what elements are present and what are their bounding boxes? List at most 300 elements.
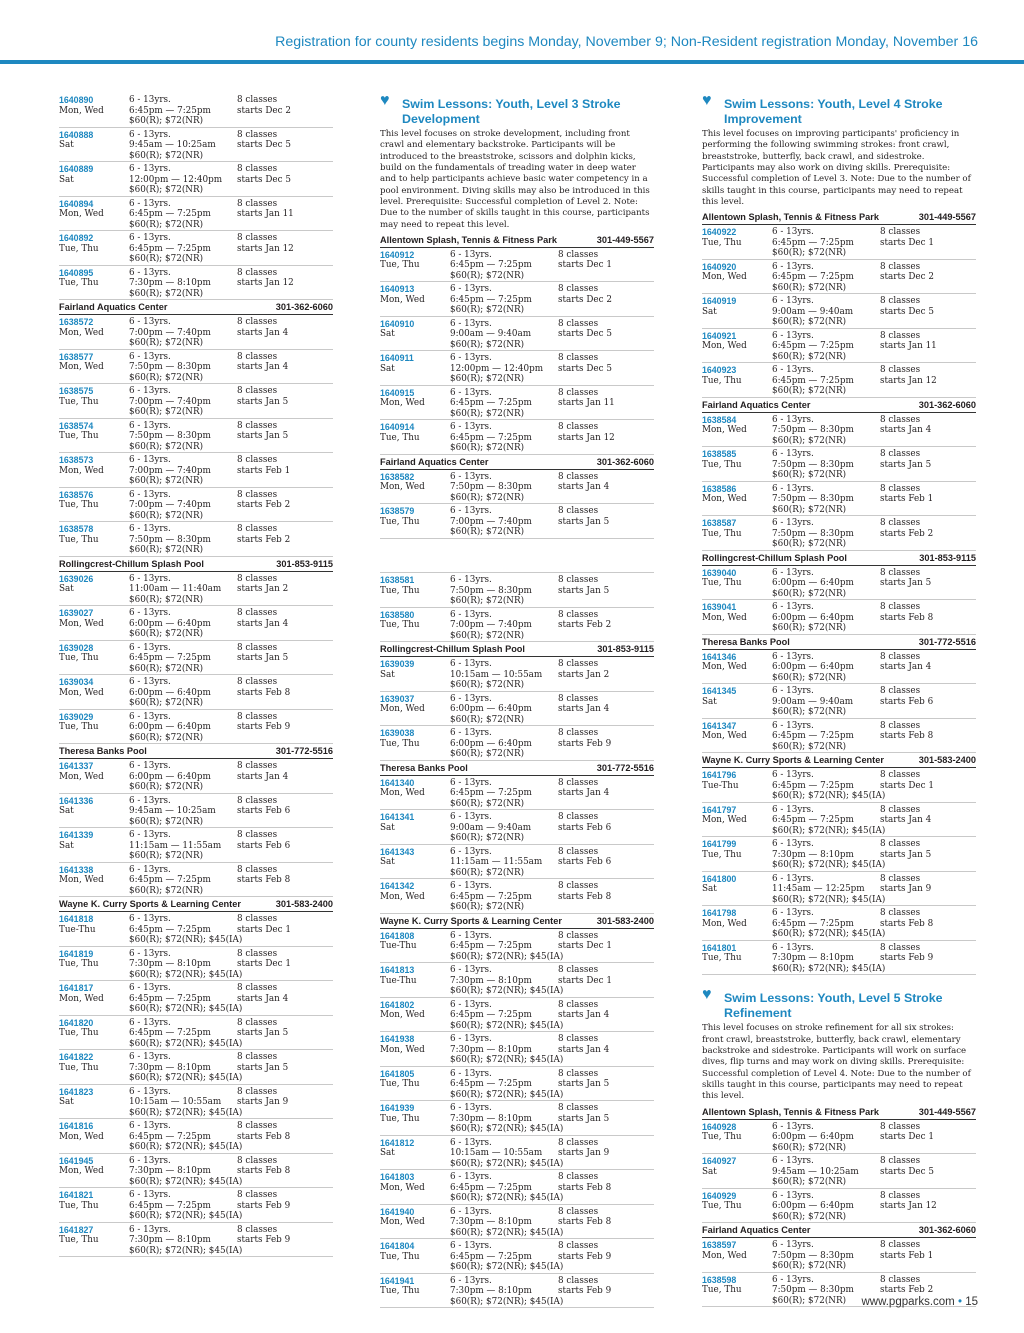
course-number[interactable]: 1641941 (380, 1275, 415, 1286)
footer-bullet: • (957, 1296, 962, 1308)
course-classes: 8 classes (880, 1121, 921, 1132)
course-price: $60(R); $72(NR); $45(IA) (129, 1004, 243, 1014)
course-number[interactable]: 1639034 (59, 677, 94, 687)
course-number[interactable]: 1640920 (702, 261, 737, 272)
course-classes: 8 classes (558, 249, 599, 260)
location-phone: 301-772-5516 (596, 762, 654, 773)
course-days: Tue, Thu (380, 1113, 420, 1124)
course-number[interactable]: 1641345 (702, 686, 737, 697)
course-row (59, 912, 333, 947)
course-number[interactable]: 1641821 (59, 1190, 94, 1200)
course-number[interactable]: 1641338 (59, 864, 94, 875)
course-start: starts Jan 5 (880, 849, 932, 860)
course-classes: 8 classes (237, 524, 278, 534)
course-price: $60(R); $72(NR) (772, 588, 847, 599)
location-phone: 301-362-6060 (918, 399, 976, 410)
course-age: 6 - 13yrs. (450, 471, 492, 482)
course-number[interactable]: 1641341 (380, 812, 415, 823)
course-time: 6:45pm — 7:25pm (772, 237, 854, 248)
course-time: 6:45pm — 7:25pm (129, 653, 211, 663)
course-number[interactable]: 1641940 (380, 1206, 415, 1217)
course-number[interactable]: 1639029 (59, 711, 94, 722)
course-start: starts Jan 9 (880, 884, 932, 895)
course-days: Sat (59, 140, 74, 150)
course-time: 7:50pm — 8:30pm (129, 431, 211, 441)
course-age: 6 - 13yrs. (450, 728, 492, 739)
course-classes: 8 classes (558, 728, 599, 739)
course-number[interactable]: 1641938 (380, 1034, 415, 1045)
course-age: 6 - 13yrs. (450, 930, 492, 941)
course-classes: 8 classes (237, 129, 278, 140)
course-start: starts Feb 9 (558, 1286, 612, 1297)
course-days: Tue-Thu (380, 941, 417, 952)
course-age: 6 - 13yrs. (129, 642, 171, 653)
course-age: 6 - 13yrs. (129, 761, 171, 771)
course-days: Sat (59, 806, 74, 816)
course-number[interactable]: 1638598 (702, 1274, 737, 1285)
course-number[interactable]: 1638572 (59, 317, 94, 327)
course-days: Sat (702, 884, 717, 895)
course-start: starts Dec 1 (880, 237, 934, 248)
course-number[interactable]: 1639027 (59, 608, 94, 618)
heart-icon: ♥ (702, 92, 712, 109)
course-number[interactable]: 1641336 (59, 795, 94, 806)
course-row (59, 710, 333, 745)
course-number[interactable]: 1638577 (59, 351, 94, 362)
course-start: starts Jan 5 (558, 516, 610, 527)
course-number[interactable]: 1641812 (380, 1137, 415, 1148)
course-classes: 8 classes (880, 414, 921, 425)
course-number[interactable]: 1640928 (702, 1121, 737, 1132)
course-number[interactable]: 1638584 (702, 414, 737, 425)
course-time: 6:45pm — 7:25pm (772, 375, 854, 386)
course-days: Tue, Thu (59, 534, 99, 545)
course-days: Mon, Wed (380, 1182, 425, 1193)
course-price: $60(R); $72(NR) (450, 492, 525, 503)
course-number[interactable]: 1640921 (702, 330, 737, 341)
course-days: Mon, Wed (59, 687, 104, 698)
course-price: $60(R); $72(NR); $45(IA) (129, 1142, 243, 1152)
course-row (59, 128, 333, 163)
course-number[interactable]: 1639041 (702, 602, 737, 613)
course-row (380, 1136, 654, 1171)
course-number[interactable]: 1641817 (59, 983, 94, 993)
course-number[interactable]: 1641346 (702, 651, 737, 662)
course-classes: 8 classes (880, 873, 921, 884)
course-age: 6 - 13yrs. (450, 575, 492, 586)
course-row (702, 719, 976, 754)
course-number[interactable]: 1638585 (702, 449, 737, 460)
course-number[interactable]: 1640888 (59, 129, 94, 140)
course-number[interactable]: 1638586 (702, 483, 737, 494)
course-price: $60(R); $72(NR) (129, 732, 204, 743)
course-number[interactable]: 1641797 (702, 804, 737, 815)
course-time: 6:45pm — 7:25pm (772, 815, 854, 826)
course-row (59, 981, 333, 1016)
course-age: 6 - 13yrs. (772, 908, 814, 919)
course-age: 6 - 13yrs. (772, 770, 814, 781)
course-time: 6:00pm — 6:40pm (129, 687, 211, 698)
course-classes: 8 classes (880, 1156, 921, 1167)
course-number[interactable]: 1641798 (702, 908, 737, 919)
course-number[interactable]: 1639028 (59, 642, 94, 653)
course-age: 6 - 13yrs. (129, 351, 171, 362)
course-days: Mon, Wed (702, 662, 747, 673)
location-header (59, 300, 333, 315)
course-time: 7:30pm — 8:10pm (129, 278, 211, 288)
location-phone: 301-853-9115 (276, 558, 333, 569)
course-number[interactable]: 1639026 (59, 573, 94, 584)
course-days: Tue, Thu (702, 953, 742, 964)
course-number[interactable]: 1641816 (59, 1121, 94, 1131)
course-days: Tue-Thu (702, 780, 739, 791)
course-number[interactable]: 1641820 (59, 1017, 94, 1028)
course-time: 6:45pm — 7:25pm (129, 1028, 211, 1038)
course-start: starts Feb 8 (237, 1131, 291, 1142)
course-number[interactable]: 1640914 (380, 422, 415, 433)
course-days: Tue, Thu (59, 431, 99, 441)
course-start: starts Jan 11 (880, 341, 937, 352)
page-footer (861, 1296, 978, 1308)
course-price: $60(R); $72(NR) (450, 305, 525, 316)
course-days: Tue, Thu (380, 516, 420, 527)
location-header (702, 753, 976, 768)
course-time: 6:45pm — 7:25pm (772, 780, 854, 791)
course-price: $60(R); $72(NR); $45(IA) (772, 860, 886, 871)
course-row (702, 906, 976, 941)
course-start: starts Dec 1 (237, 959, 291, 969)
course-row (59, 1119, 333, 1154)
course-row (59, 1154, 333, 1189)
course-age: 6 - 13yrs. (450, 249, 492, 260)
course-number[interactable]: 1640892 (59, 233, 94, 243)
course-row (59, 606, 333, 641)
course-number[interactable]: 1638597 (702, 1240, 737, 1251)
course-price: $60(R); $72(NR) (772, 1295, 847, 1306)
course-price: $60(R); $72(NR); $45(IA) (129, 1245, 243, 1256)
course-number[interactable]: 1641800 (702, 873, 737, 884)
course-classes: 8 classes (558, 422, 599, 433)
course-row (380, 1205, 654, 1240)
course-number[interactable]: 1640912 (380, 249, 415, 260)
course-start: starts Jan 4 (237, 618, 289, 629)
course-classes: 8 classes (558, 1034, 599, 1045)
course-start: starts Feb 2 (880, 528, 934, 539)
course-number[interactable]: 1638582 (380, 471, 415, 482)
course-classes: 8 classes (880, 365, 921, 376)
course-classes: 8 classes (558, 1137, 599, 1148)
course-row (59, 384, 333, 419)
course-classes: 8 classes (880, 296, 921, 307)
course-days: Mon, Wed (702, 425, 747, 436)
course-price: $60(R); $72(NR) (450, 680, 525, 691)
course-time: 7:50pm — 8:30pm (450, 482, 532, 493)
section-spacer (702, 975, 976, 987)
course-number[interactable]: 1640922 (702, 227, 737, 238)
course-days: Mon, Wed (59, 327, 104, 338)
course-number[interactable]: 1641343 (380, 846, 415, 857)
course-price: $60(R); $72(NR) (129, 629, 204, 639)
course-price: $60(R); $72(NR); $45(IA) (129, 1038, 243, 1049)
course-number[interactable]: 1638575 (59, 386, 94, 396)
course-age: 6 - 13yrs. (450, 609, 492, 620)
course-number[interactable]: 1640911 (380, 353, 414, 364)
course-age: 6 - 13yrs. (450, 846, 492, 857)
course-classes: 8 classes (558, 609, 599, 620)
course-number[interactable]: 1640890 (59, 95, 94, 105)
course-days: Tue, Thu (702, 1201, 742, 1212)
course-time: 7:50pm — 8:30pm (129, 534, 211, 545)
course-time: 6:45pm — 7:25pm (450, 260, 532, 271)
course-number[interactable]: 1640910 (380, 318, 415, 329)
course-number[interactable]: 1640895 (59, 267, 94, 278)
location-phone: 301-583-2400 (918, 755, 976, 766)
location-name: Theresa Banks Pool (380, 762, 468, 773)
course-start: starts Feb 9 (880, 953, 934, 964)
course-number[interactable]: 1641822 (59, 1052, 94, 1062)
course-age: 6 - 13yrs. (772, 414, 814, 425)
course-time: 6:45pm — 7:25pm (129, 243, 211, 254)
course-time: 7:30pm — 8:10pm (450, 1217, 532, 1228)
course-number[interactable]: 1639040 (702, 567, 737, 578)
course-start: starts Dec 1 (880, 1132, 934, 1143)
location-header (59, 557, 333, 572)
course-days: Mon, Wed (702, 272, 747, 283)
course-number[interactable]: 1639039 (380, 659, 415, 670)
location-phone: 301-449-5567 (918, 212, 976, 223)
course-days: Tue, Thu (380, 1286, 420, 1297)
course-classes: 8 classes (880, 1274, 921, 1285)
course-row (380, 282, 654, 317)
course-number[interactable]: 1638576 (59, 489, 94, 500)
course-classes: 8 classes (558, 387, 599, 398)
course-row (702, 941, 976, 976)
course-row (59, 266, 333, 301)
course-age: 6 - 13yrs. (129, 489, 171, 500)
course-classes: 8 classes (558, 965, 599, 976)
course-time: 9:45am — 10:25am (129, 140, 216, 150)
course-classes: 8 classes (880, 449, 921, 460)
course-days: Mon, Wed (59, 362, 104, 372)
course-price: $60(R); $72(NR) (450, 630, 525, 641)
course-time: 6:45pm — 7:25pm (772, 731, 854, 742)
course-age: 6 - 13yrs. (772, 1156, 814, 1167)
course-number[interactable]: 1641796 (702, 770, 737, 781)
course-row (380, 963, 654, 998)
course-start: starts Jan 5 (237, 431, 289, 441)
course-number[interactable]: 1641813 (380, 965, 415, 976)
registration-notice: Registration for county residents begins Monday, November 9; Non-Resident registration Monday, November 16 (275, 34, 978, 50)
course-start: starts Feb 9 (237, 1200, 291, 1211)
course-number[interactable]: 1641339 (59, 830, 94, 840)
course-days: Mon, Wed (380, 704, 425, 715)
location-phone: 301-853-9115 (919, 552, 976, 563)
course-number[interactable]: 1641802 (380, 999, 415, 1010)
course-number[interactable]: 1640923 (702, 365, 737, 376)
course-price: $60(R); $72(NR); $45(IA) (772, 791, 886, 802)
location-name: Wayne K. Curry Sports & Learning Center (380, 915, 562, 926)
course-classes: 8 classes (237, 198, 278, 209)
course-number[interactable]: 1640927 (702, 1156, 737, 1167)
course-price: $60(R); $72(NR) (772, 351, 847, 362)
course-number[interactable]: 1641805 (380, 1068, 415, 1079)
course-days: Tue, Thu (702, 459, 742, 470)
course-price: $60(R); $72(NR) (450, 527, 525, 538)
course-number[interactable]: 1641803 (380, 1172, 415, 1183)
course-age: 6 - 13yrs. (772, 1121, 814, 1132)
course-price: $60(R); $72(NR); $45(IA) (450, 986, 564, 997)
course-age: 6 - 13yrs. (450, 353, 492, 364)
course-start: starts Jan 4 (880, 815, 932, 826)
course-price: $60(R); $72(NR); $45(IA) (450, 1089, 564, 1100)
course-price: $60(R); $72(NR) (129, 338, 204, 348)
column-3 (702, 93, 976, 1307)
course-number[interactable]: 1641799 (702, 839, 737, 850)
course-days: Sat (380, 329, 395, 340)
course-start: starts Jan 4 (237, 993, 289, 1004)
course-number[interactable]: 1640919 (702, 296, 737, 307)
course-days: Sat (702, 1166, 717, 1177)
course-days: Tue, Thu (59, 1028, 99, 1038)
course-number[interactable]: 1641342 (380, 881, 415, 892)
course-classes: 8 classes (237, 267, 278, 278)
course-number[interactable]: 1638580 (380, 609, 415, 620)
course-days: Tue, Thu (702, 849, 742, 860)
course-start: starts Jan 5 (237, 396, 289, 407)
course-number[interactable]: 1638579 (380, 506, 415, 517)
location-name: Wayne K. Curry Sports & Learning Center (702, 755, 884, 766)
course-row (702, 413, 976, 448)
course-days: Tue, Thu (59, 722, 99, 732)
course-classes: 8 classes (237, 642, 278, 653)
course-row (702, 447, 976, 482)
course-row (380, 248, 654, 283)
course-age: 6 - 13yrs. (129, 1017, 171, 1028)
course-number[interactable]: 1640929 (702, 1190, 737, 1201)
course-classes: 8 classes (237, 864, 278, 875)
course-number[interactable]: 1641340 (380, 777, 415, 788)
course-number[interactable]: 1640894 (59, 198, 94, 209)
course-number[interactable]: 1638587 (702, 518, 737, 529)
section-description: This level focuses on stroke refinement for all six strokes: front crawl, breaststroke, butterfly, back crawl, elementary backstroke and sidestroke. Participants will work on surface dives, flip turns and may work on diving skills. Prerequisite: Successful completion of Level 4. Note: Due to the number of skills taught in this course, participants may need to repeat this level. (702, 1023, 971, 1102)
course-classes: 8 classes (558, 881, 599, 892)
course-number[interactable]: 1641823 (59, 1086, 94, 1097)
course-classes: 8 classes (558, 506, 599, 517)
course-start: starts Feb 1 (880, 1250, 934, 1261)
course-time: 6:00pm — 6:40pm (129, 618, 211, 629)
course-time: 7:00pm — 7:40pm (129, 396, 211, 407)
course-classes: 8 classes (237, 948, 278, 959)
course-time: 9:45am — 10:25am (772, 1166, 859, 1177)
course-age: 6 - 13yrs. (450, 812, 492, 823)
course-number[interactable]: 1641945 (59, 1155, 94, 1166)
course-price: $60(R); $72(NR) (129, 476, 204, 486)
course-row (59, 1085, 333, 1120)
course-age: 6 - 13yrs. (129, 795, 171, 806)
course-number[interactable]: 1640915 (380, 387, 415, 398)
course-days: Mon, Wed (702, 1250, 747, 1261)
course-number[interactable]: 1641337 (59, 761, 94, 771)
course-price: $60(R); $72(NR) (772, 1142, 847, 1153)
course-classes: 8 classes (237, 1121, 278, 1131)
course-number[interactable]: 1641804 (380, 1241, 415, 1252)
course-time: 6:45pm — 7:25pm (450, 432, 532, 443)
course-number[interactable]: 1638581 (380, 575, 415, 586)
course-age: 6 - 13yrs. (450, 1103, 492, 1114)
course-days: Tue, Thu (702, 375, 742, 386)
location-header (59, 897, 333, 912)
course-number[interactable]: 1641818 (59, 914, 94, 924)
course-age: 6 - 13yrs. (129, 164, 171, 174)
course-age: 6 - 13yrs. (772, 686, 814, 697)
course-price: $60(R); $72(NR) (772, 539, 847, 550)
course-number[interactable]: 1638574 (59, 420, 94, 431)
course-row (702, 516, 976, 551)
location-name: Wayne K. Curry Sports & Learning Center (59, 899, 241, 909)
course-classes: 8 classes (880, 602, 921, 613)
course-classes: 8 classes (237, 455, 278, 465)
course-time: 6:00pm — 6:40pm (772, 578, 854, 589)
course-number[interactable]: 1640913 (380, 284, 415, 295)
course-days: Tue, Thu (380, 1251, 420, 1262)
course-start: starts Jan 12 (237, 243, 294, 254)
course-price: $60(R); $72(NR) (450, 596, 525, 607)
course-number[interactable]: 1641827 (59, 1224, 94, 1235)
footer-site-link[interactable]: www.pgparks.com (861, 1296, 955, 1308)
course-days: Tue, Thu (702, 1132, 742, 1143)
course-age: 6 - 13yrs. (129, 420, 171, 431)
course-age: 6 - 13yrs. (129, 914, 171, 924)
course-number[interactable]: 1641801 (702, 942, 737, 953)
course-classes: 8 classes (880, 770, 921, 781)
course-time: 9:00am — 9:40am (450, 822, 532, 833)
course-age: 6 - 13yrs. (450, 693, 492, 704)
location-phone: 301-362-6060 (275, 302, 333, 312)
course-age: 6 - 13yrs. (129, 1224, 171, 1235)
course-row (702, 1120, 976, 1155)
course-row (702, 837, 976, 872)
course-start: starts Jan 5 (558, 1113, 610, 1124)
course-days: Sat (380, 1148, 395, 1159)
course-row (59, 572, 333, 607)
course-row (59, 453, 333, 488)
course-start: starts Jan 4 (880, 425, 932, 436)
course-age: 6 - 13yrs. (772, 651, 814, 662)
course-number[interactable]: 1638578 (59, 524, 94, 534)
course-age: 6 - 13yrs. (129, 948, 171, 959)
course-age: 6 - 13yrs. (129, 864, 171, 875)
course-start: starts Dec 5 (237, 174, 291, 185)
course-row (702, 482, 976, 517)
course-number[interactable]: 1640889 (59, 164, 94, 174)
course-days: Mon, Wed (702, 612, 747, 623)
course-number[interactable]: 1638573 (59, 455, 94, 465)
course-number[interactable]: 1641808 (380, 930, 415, 941)
course-row (380, 657, 654, 692)
course-start: starts Feb 8 (237, 687, 291, 698)
course-number[interactable]: 1641347 (702, 720, 737, 731)
course-number[interactable]: 1639038 (380, 728, 415, 739)
course-price: $60(R); $72(NR) (129, 545, 204, 555)
course-row (59, 488, 333, 523)
course-time: 6:45pm — 7:25pm (129, 1200, 211, 1211)
course-number[interactable]: 1639037 (380, 693, 415, 704)
course-age: 6 - 13yrs. (450, 1034, 492, 1045)
course-number[interactable]: 1641819 (59, 948, 94, 959)
course-price: $60(R); $72(NR) (129, 816, 204, 827)
course-time: 10:15am — 10:55am (450, 669, 543, 680)
course-number[interactable]: 1641939 (380, 1103, 415, 1114)
